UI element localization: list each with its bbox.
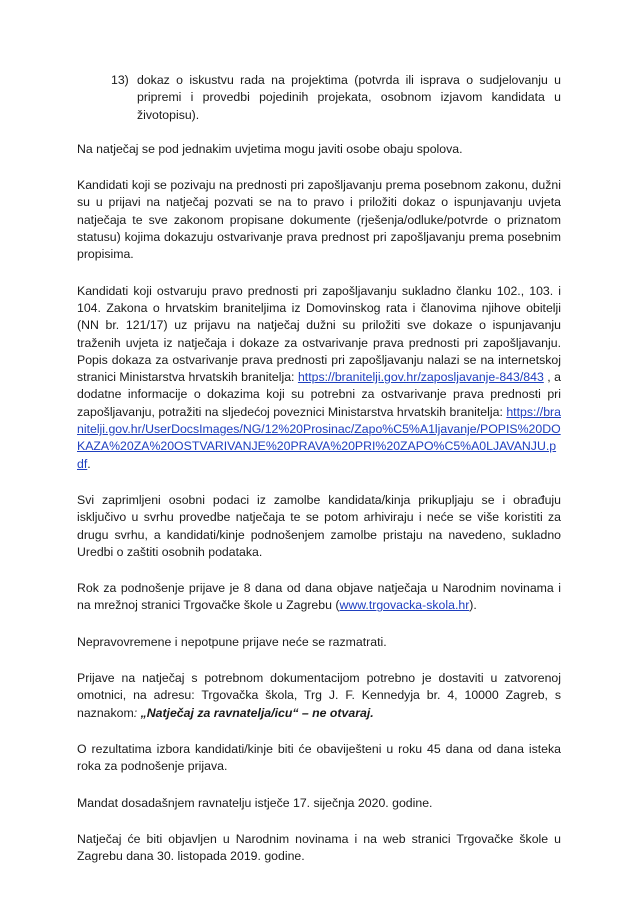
submission-colon: : (133, 705, 141, 720)
paragraph-results: O rezultatima izbora kandidati/kinje biti će obaviješteni u roku 45 dana od dana isteka roka za podnošenje prijava. (77, 741, 561, 774)
document-body (77, 72, 561, 884)
paragraph-publication: Natječaj će biti objavljen u Narodnim novinama i na web stranici Trgovačke škole u Zagrebu dana 30. listopada 2019. godine. (77, 831, 561, 864)
paragraph-priority: Kandidati koji se pozivaju na prednosti pri zapošljavanju prema posebnom zakonu, dužni su u prijavi na natječaj pozvati se na to pravo i priložiti dokaz o ispunjavanju uvjeta natječaja te sve zakonom propisane dokumente (rješenja/odluke/potvrde o priznatom statusu) kojima dokazuju ostvarivanje prava prednost pri zapošljavanju prema posebnim propisima. (77, 178, 561, 262)
school-website-link[interactable]: www.trgovacka-skola.hr (339, 598, 470, 613)
list-item-number: 13) (111, 73, 129, 87)
deadline-text-1: Rok za podnošenje prijave je 8 dana od dana objave natječaja u Narodnim novinama i na mrežnoj stranici Trgovačke škole u Zagrebu ( (77, 581, 561, 613)
submission-text: Prijave na natječaj s potrebnom dokumentacijom potrebno je dostaviti u zatvorenoj omotnici, na adresu: Trgovačka škola, Trg J. F. Kennedyja br. 4, 10000 Zagreb, s naznakom (77, 671, 561, 720)
paragraph-deadline (77, 580, 561, 615)
veterans-text-2: , a dodatne informacije o dokazima koji su potrebni za ostvarivanje prava prednosti pri zapošljavanju, potražiti na sljedećoj poveznici Ministarstva hrvatskih branitelja: (77, 370, 561, 419)
list-item-13 (77, 72, 561, 124)
paragraph-incomplete: Nepravovremene i nepotpune prijave neće se razmatrati. (77, 634, 387, 649)
paragraph-mandate: Mandat dosadašnjem ravnatelju istječe 17. siječnja 2020. godine. (77, 795, 433, 810)
paragraph-gender: Na natječaj se pod jednakim uvjetima mogu javiti osobe obaju spolova. (77, 141, 463, 156)
deadline-text-2: ). (469, 598, 477, 613)
list-item-text: dokaz o iskustvu rada na projektima (potvrda ili isprava o sudjelovanju u pripremi i provedbi pojedinih projekata, osobnom izjavom kandidata u životopisu). (137, 73, 561, 122)
evidence-list-pdf-link[interactable]: https://branitelji.gov.hr/UserDocsImages/NG/12%20Prosinac/Zapo%C5%A1ljavanje/POPIS%20DOKAZA%20ZA%20OSTVARIVANJE%20PRAVA%20PRI%20ZAPO%C5%A0LJAVANJU.pdf (77, 404, 561, 471)
veterans-text-3: . (87, 456, 91, 471)
veterans-text-1: Kandidati koji ostvaruju pravo prednosti pri zapošljavanju sukladno članku 102., 103. i 104. Zakona o hrvatskim braniteljima iz Domovinskog rata i članovima njihove obitelji (NN br. 121/17) uz prijavu na natječaj dužni su priložiti sve dokaze o ispunjavanju traženih uvjeta iz natječaja i dokaze za ostvarivanje prava prednosti pri zapošljavanju. Popis dokaza za ostvarivanje prava prednosti pri zapošljavanju nalazi se na internetskoj stranici Ministarstva hrvatskih branitelja: (77, 283, 561, 385)
paragraph-veterans (77, 283, 561, 473)
ministry-employment-link[interactable]: https://branitelji.gov.hr/zaposljavanje-843/843 (297, 370, 544, 385)
paragraph-submission (77, 670, 561, 722)
envelope-marking: „Natječaj za ravnatelja/icu“ – ne otvaraj. (140, 705, 374, 720)
paragraph-data-protection: Svi zaprimljeni osobni podaci iz zamolbe kandidata/kinja prikupljaju se i obrađuju isključivo u svrhu provedbe natječaja te se potom arhiviraju i neće se više koristiti za drugu svrhu, a kandidati/kinje podnošenjem zamolbe pristaju na navedeno, sukladno Uredbi o zaštiti osobnih podataka. (77, 492, 561, 559)
